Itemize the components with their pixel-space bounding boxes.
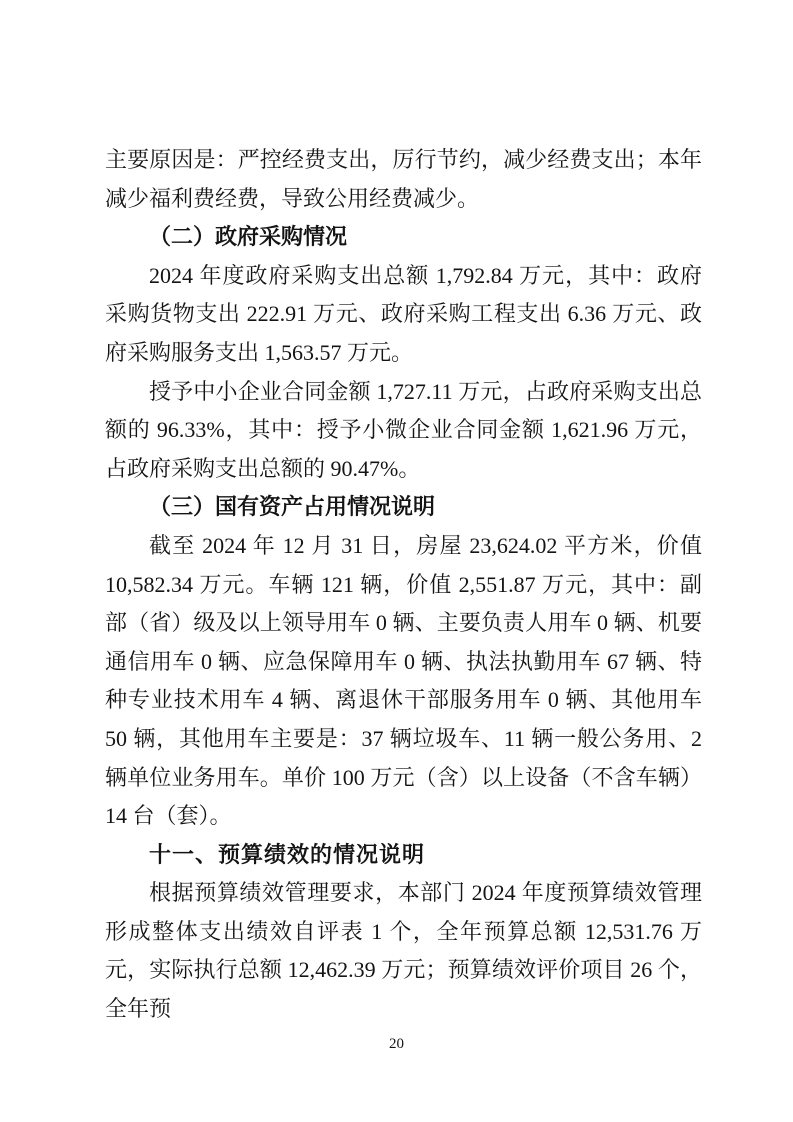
- section-heading-government-procurement: （二）政府采购情况: [149, 224, 348, 250]
- body-paragraph-performance-detail: 根据预算绩效管理要求，本部门 2024 年度预算绩效管理形成整体支出绩效自评表 1 个，全年预算总额 12,531.76 万元，实际执行总额 12,462.39 万元；预算绩效评价项目 26 个，全年预: [105, 880, 702, 1022]
- body-paragraph-sme-contracts: 授予中小企业合同金额 1,727.11 万元，占政府采购支出总额的 96.33%，其中：授予小微企业合同金额 1,621.96 万元，占政府采购支出总额的 90.47%。: [105, 378, 702, 481]
- body-paragraph-expense-reason: 主要原因是：严控经费支出，厉行节约，减少经费支出；本年减少福利费经费，导致公用经费减少。: [105, 147, 702, 211]
- chapter-heading-budget-performance: 十一、预算绩效的情况说明: [149, 841, 426, 867]
- body-paragraph-procurement-totals: 2024 年度政府采购支出总额 1,792.84 万元，其中：政府采购货物支出 222.91 万元、政府采购工程支出 6.36 万元、政府采购服务支出 1,563.57 万元。: [105, 262, 702, 365]
- section-heading-state-assets: （三）国有资产占用情况说明: [149, 494, 436, 520]
- page-number: 20: [389, 1036, 404, 1052]
- body-paragraph-assets-detail: 截至 2024 年 12 月 31 日，房屋 23,624.02 平方米，价值 10,582.34 万元。车辆 121 辆，价值 2,551.87 万元，其中：副部（省）级及以上领导用车 0 辆、主要负责人用车 0 辆、机要通信用车 0 辆、应急保障用车 0 辆、执法执勤用车 67 辆、特种专业技术用车 4 辆、离退休干部服务用车 0 辆、其他用车 50 辆，其他用车主要是：37 辆垃圾车、11 辆一般公务用、2 辆单位业务用车。单价 100 万元（含）以上设备（不含车辆）14 台（套）。: [105, 532, 702, 829]
- document-body: [105, 141, 702, 1029]
